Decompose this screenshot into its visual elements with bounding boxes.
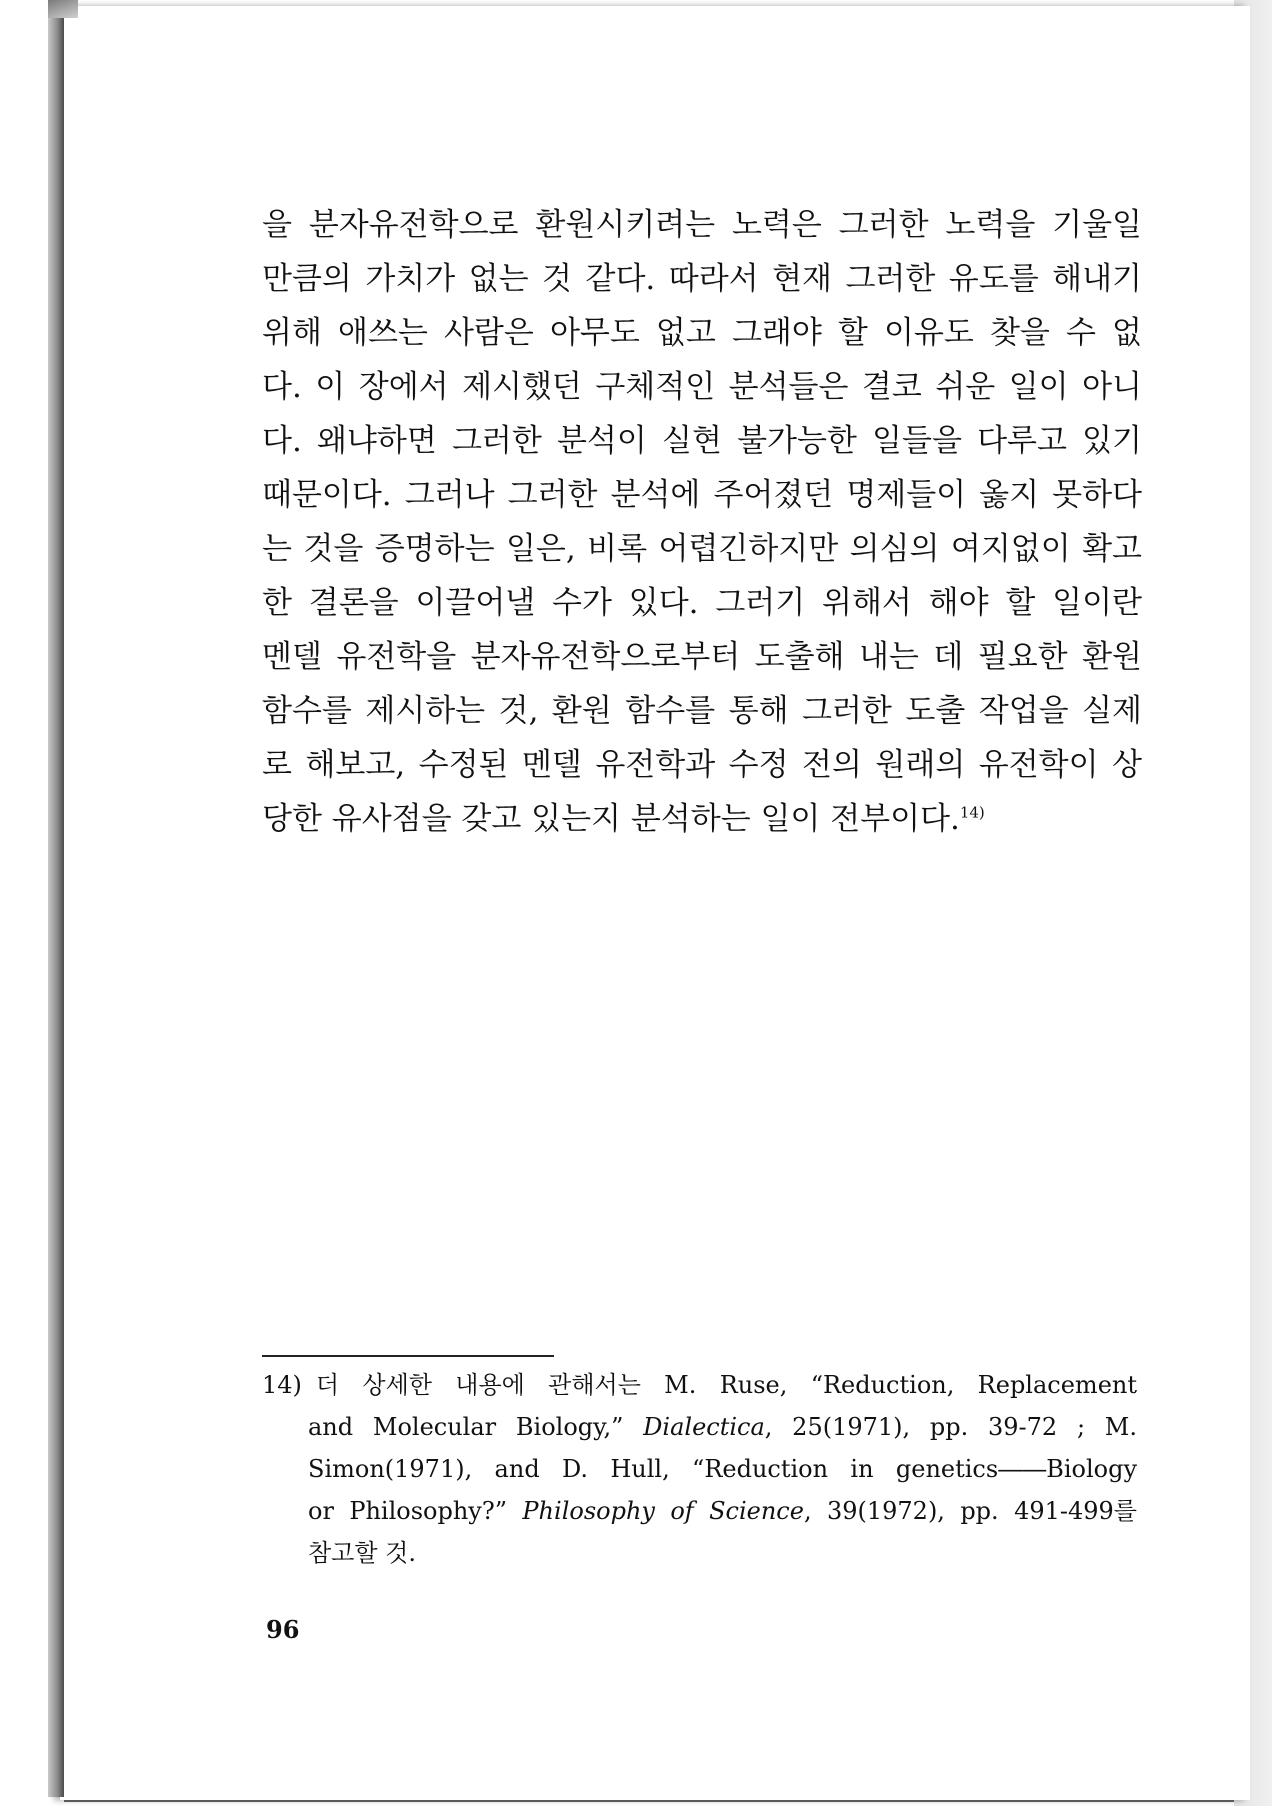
body-line: 로 해보고, 수정된 멘델 유전학과 수정 전의 원래의 유전학이 상 xyxy=(262,747,1142,783)
page-spine-edge xyxy=(48,12,64,1797)
footnote-line: 참고할 것. xyxy=(308,1539,416,1567)
journal-title: Dialectica xyxy=(643,1413,765,1441)
body-line: 을 분자유전학으로 환원시키려는 노력은 그러한 노력을 기울일 xyxy=(262,207,1142,243)
body-line: 함수를 제시하는 것, 환원 함수를 통해 그러한 도출 작업을 실제 xyxy=(262,693,1142,729)
footnote-text: and Molecular Biology,” xyxy=(308,1413,644,1441)
body-line: 멘델 유전학을 분자유전학으로부터 도출해 내는 데 필요한 환원 xyxy=(262,639,1142,675)
body-line: 한 결론을 이끌어낼 수가 있다. 그러기 위해서 해야 할 일이란 xyxy=(262,585,1142,621)
footnote-text: , 25(1971), pp. 39-72 ; M. xyxy=(764,1413,1137,1441)
journal-title: Philosophy of Science xyxy=(522,1497,804,1525)
body-line: 만큼의 가치가 없는 것 같다. 따라서 현재 그러한 유도를 해내기 xyxy=(262,261,1142,297)
body-line: 다. 이 장에서 제시했던 구체적인 분석들은 결코 쉬운 일이 아니 xyxy=(262,369,1142,405)
page-bottom-edge xyxy=(64,1800,1234,1802)
footnote-line xyxy=(262,1415,1137,1457)
footnote-text: or Philosophy?” xyxy=(308,1497,523,1525)
footnote-text: , 39(1972), pp. 491-499를 xyxy=(803,1497,1137,1525)
footnote-line: Simon(1971), and D. Hull, “Reduction in genetics――Biology xyxy=(308,1455,1137,1483)
footnote-divider xyxy=(262,1355,554,1357)
body-line: 위해 애쓰는 사람은 아무도 없고 그래야 할 이유도 찾을 수 없 xyxy=(262,315,1142,351)
footnote-number: 14) xyxy=(262,1371,302,1399)
page-number: 96 xyxy=(266,1615,300,1644)
body-line-text: 당한 유사점을 갖고 있는지 분석하는 일이 전부이다. xyxy=(262,801,960,837)
footnote-reference[interactable]: 14) xyxy=(959,803,985,822)
footnote-line xyxy=(262,1499,1137,1541)
footnote-text: 더 상세한 내용에 관해서는 M. Ruse, “Reduction, Replacement xyxy=(315,1371,1137,1399)
body-line: 때문이다. 그러나 그러한 분석에 주어졌던 명제들이 옳지 못하다 xyxy=(262,477,1142,513)
body-line-last xyxy=(262,801,1142,858)
page-corner xyxy=(48,0,78,18)
body-line: 다. 왜냐하면 그러한 분석이 실현 불가능한 일들을 다루고 있기 xyxy=(262,423,1142,459)
body-line: 는 것을 증명하는 일은, 비록 어렵긴하지만 의심의 여지없이 확고 xyxy=(262,531,1142,567)
footnote-line xyxy=(262,1373,1137,1415)
body-paragraph xyxy=(262,207,1142,858)
footnote xyxy=(262,1373,1137,1583)
